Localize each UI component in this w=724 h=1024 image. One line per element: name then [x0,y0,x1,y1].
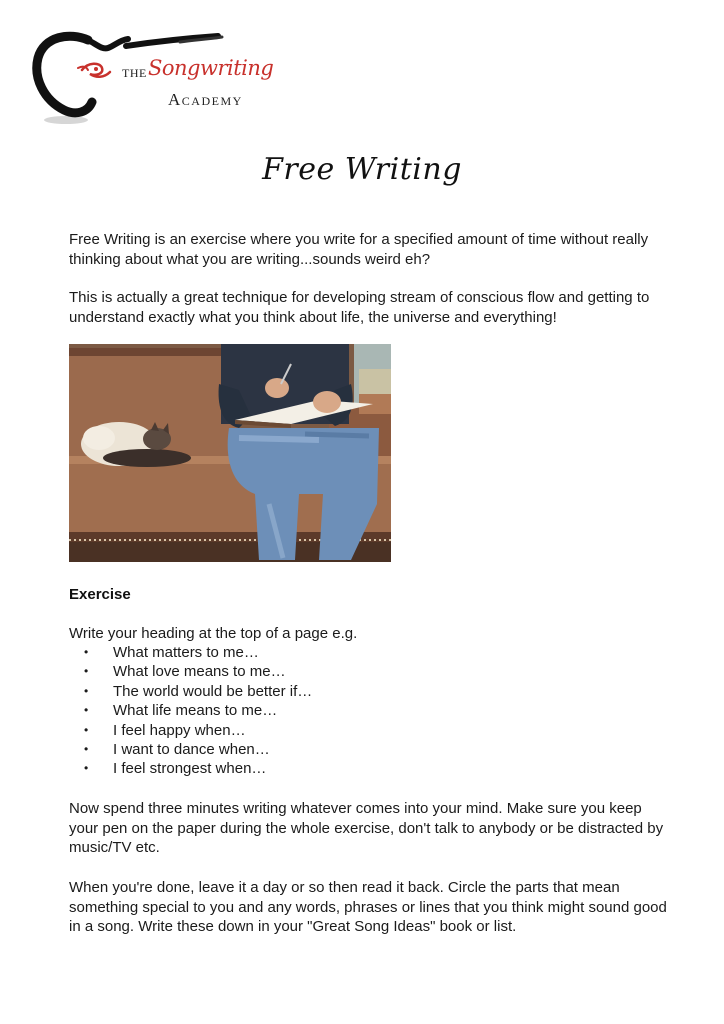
bullet-icon: • [84,683,89,698]
exercise-instruction: Write your heading at the top of a page e.g. [69,625,358,642]
person-writing-photo [69,344,391,562]
logo-academy-text: Academy [168,90,243,109]
intro-paragraph-1: Free Writing is an exercise where you write for a specified amount of time without really thinking about what you are writing...sounds weird eh? [69,231,649,268]
list-item [69,682,312,701]
bullet-icon: • [84,761,89,776]
bullet-icon: • [84,741,89,756]
intro-paragraph-2: This is actually a great technique for developing stream of conscious flow and getting to understand exactly what you think about life, the universe and everything! [69,289,650,326]
bullet-icon: • [84,645,89,659]
heading-ideas-list [69,643,312,779]
list-item [69,643,312,662]
bullet-icon: • [84,722,89,737]
list-item-text: What matters to me… [113,644,259,661]
closing-paragraph-1: Now spend three minutes writing whatever comes into your mind. Make sure you keep your pen on the paper during the whole exercise, don't talk to anybody or be distracted by music/TV etc. [69,800,664,856]
list-item [69,701,312,720]
list-item-text: I feel happy when… [113,721,246,739]
list-item-text: The world would be better if… [113,682,313,700]
logo-brand-text: Songwriting [148,56,274,80]
songwriting-academy-logo [30,26,274,128]
list-item [69,662,312,681]
list-item-text: What life means to me… [113,702,278,720]
photo-person-writing-with-cat-icon [69,344,391,562]
list-item [69,740,312,759]
exercise-heading: Exercise [69,586,131,603]
bullet-icon: • [84,703,89,718]
list-item [69,721,312,740]
list-item-text: I want to dance when… [113,740,270,758]
logo-the-text: THE [122,66,147,80]
page-title: Free Writing [262,152,462,187]
closing-paragraph-2: When you're done, leave it a day or so then read it back. Circle the parts that mean something special to you and any words, phrases or lines that you think might sound good in a song. Write these down in your "Great Song Ideas" book or list. [69,879,667,935]
list-item-text: I feel strongest when… [113,760,267,778]
list-item [69,759,312,778]
list-item-text: What love means to me… [113,663,286,681]
bullet-icon: • [84,664,89,679]
